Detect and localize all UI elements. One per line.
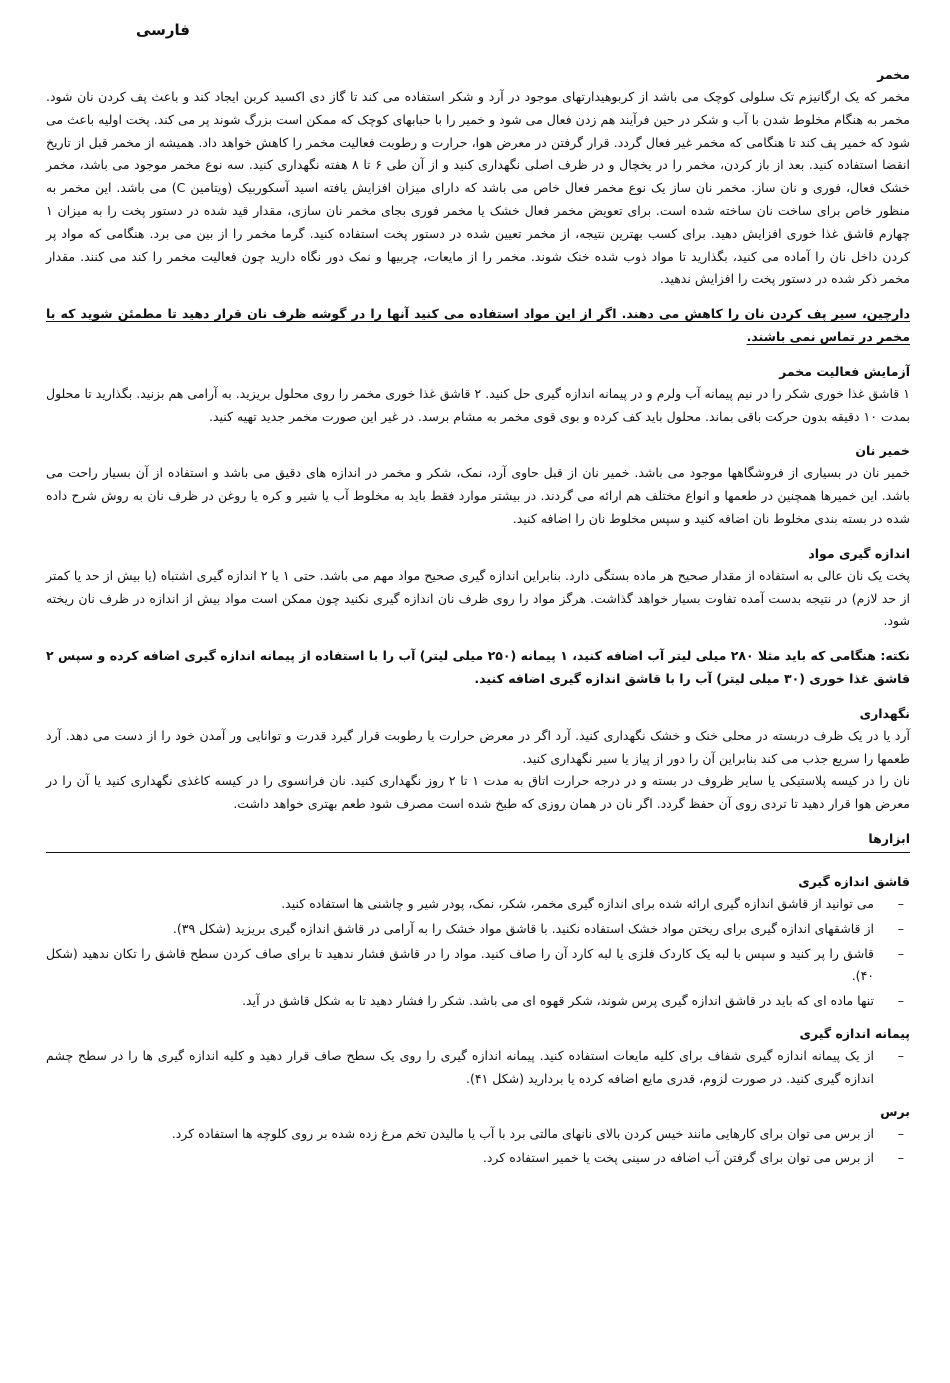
yeast-body: مخمر که یک ارگانیزم تک سلولی کوچک می باشد از کربوهیدارتهای موجود در آرد و شکر استفاده می کند تا گاز دی اکسید کربن ایجاد کند و باعث پف کردن نان شود. مخمر به هنگام مخلوط شدن با آب و شکر در حین فرآیند هم زدن فعال می شود و خمیر را با حبابهای کوچک که ممکن است بزرگ شوند پر می کند. پخت اولیه باعث می شود که خمیر پف کند تا هنگامی که مخمر غیر فعال گردد. قرار گرفتن در معرض هوا، حرارت و رطوبت فعالیت مخمر را کاهش خواهد داد. همیشه از مخمر قبل از تاریخ انقضا استفاده کنید. بعد از باز کردن، مخمر را در یخچال و در ظرف اصلی نگهداری کنید و از آن طی ۶ تا ۸ هفته نگهداری کنید. سه نوع مخمر موجود می باشد، مخمر خشک فعال، فوری و نان ساز. مخمر نان ساز یک نوع مخمر فعال خاص می باشد که دارای میزان افزایش یافته اسید آسکوربیک (ویتامین C) می باشد. این مخمر به منظور خاص برای ساخت نان ساخته شده است. برای تعویض مخمر فعال خشک یا مخمر فوری بجای مخمر نان سازی، مقدار قید شده در دستور پخت را به میزان ۱ چهارم قاشق غذا خوری افزایش دهید. برای کسب بهترین نتیجه، از مخمر تعیین شده در دستور پخت استفاده کنید. گرما مخمر را از بین می برد. هنگامی که مواد پر کردن داخل نان را آماده می کنید، بگذارید تا مواد ذوب شده خنک شوند. مخمر را از مایعات، چربیها و نمک دور نگاه دارید چون فعالیت مخمر را کند می کنند. مقدار مخمر ذکر شده در دستور پخت را افزایش ندهید. [46,89,911,287]
list-item [46,1147,910,1170]
dash-bullet: – [897,895,904,911]
list-item [46,918,910,941]
measuring-body: پخت یک نان عالی به استفاده از مقدار صحیح هر ماده بستگی دارد. بنابراین اندازه گیری صحیح مواد مهم می باشد. حتی ۱ یا ۲ اندازه گیری اشتباه (یا بیش از حد یا کمتر از حد لازم) در نتیجه بدست آمده تفاوت بسیار خواهد گذاشت. هرگز مواد را روی ظرف نان اندازه گیری نکنید چون ممکن است مواد بیش از اندازه در ظرف نان ریخته شود. [46,567,911,629]
brush-list [46,1123,910,1171]
section-dough [46,440,910,530]
list-item-text: از برس می توان برای گرفتن آب اضافه در سینی پخت یا خمیر استفاده کرد. [482,1150,874,1166]
list-item-text: از یک پیمانه اندازه گیری شفاف برای کلیه مایعات استفاده کنید. پیمانه اندازه گیری را روی یک سطح صاف قرار دهید و کلیه اندازه گیری ها را در سطح چشم اندازه گیری کنید. در صورت لزوم، قدری مایع اضافه کرده یا بردارید (شکل ۴۱). [46,1047,874,1086]
subsection-title-measuring-cup: پیمانه اندازه گیری [799,1025,910,1041]
storage-body-2: نان را در کیسه پلاستیکی یا سایر ظروف در بسته و در درجه حرارت اتاق به مدت ۱ تا ۲ روز نگهداری کنید. نان فرانسوی را در کیسه کاغذی نگهداری کنید یا آن را در معرض هوا قرار دهید تا تردی روی آن حفظ گردد. اگر نان در همان روزی که طبخ شده است مصرف شود طعم بهتری خواهد داشت. [46,773,911,812]
language-label: فارسی [135,21,190,39]
list-item [46,1045,910,1091]
list-item-text: قاشق را پر کنید و سپس با لبه یک کاردک فلزی یا لبه کارد آن را صاف کنید. مواد را در قاشق فشار ندهید تا برای صاف کردن سطح قاشق را تکان ندهید (شکل ۴۰). [46,945,874,984]
section-yeast [46,64,910,349]
section-title-dough: خمیر نان [855,443,910,459]
dash-bullet: – [897,945,904,961]
dash-bullet: – [897,1150,904,1166]
measuring-spoon-list [46,893,910,1013]
dash-bullet: – [897,1125,904,1141]
section-storage [46,703,910,816]
measuring-cup-list [46,1045,910,1091]
yeast-test-body: ۱ قاشق غذا خوری شکر را در نیم پیمانه آب ولرم و در پیمانه اندازه گیری حل کنید. ۲ قاشق غذا خوری مخمر را روی محلول بریزید. به آرامی هم بزنید. بگذارید تا محلول بمدت ۱۰ دقیقه بدون حرکت باقی بماند. محلول باید کف کرده و بوی قوی مخمر به مشام برسد. در غیر این صورت مخمر جدید تهیه کنید. [46,385,910,424]
subsection-title-brush: برس [880,1103,910,1119]
section-title-measuring: اندازه گیری مواد [808,545,910,561]
section-title-tools: ابزارها [868,830,910,846]
section-tools [46,828,910,1170]
yeast-note-text: دارچین، سیر پف کردن نان را کاهش می دهند. اگر از این مواد استفاده می کنید آنها را در گوشه ظرف نان قرار دهید تا مطمئن شوید که با مخمر در تماس نمی باشند. [46,306,910,344]
subsection-title-measuring-spoon: قاشق اندازه گیری [798,873,910,889]
divider-line [46,852,910,853]
storage-body-1: آرد یا در یک ظرف دربسته در محلی خنک و خشک نگهداری کنید. آرد اگر در معرض حرارت یا رطوبت قرار گیرد قدرت و توانایی ور آمدن خود را از دست می دهد. آرد طعمها را سریع جذب می کند بنابراین آن را دور از پیاز یا سیر نگهداری کنید. [46,727,910,766]
list-item-text: از قاشقهای اندازه گیری برای ریختن مواد خشک استفاده نکنید. با قاشق مواد خشک را به آرامی در قاشق اندازه گیری بریزید (شکل ۳۹). [172,920,874,936]
list-item [46,893,910,916]
list-item-text: می توانید از قاشق اندازه گیری ارائه شده برای اندازه گیری مخمر، شکر، نمک، پودر شیر و چاشنی ها استفاده کنید. [281,895,874,911]
dough-body: خمیر نان در بسیاری از فروشگاهها موجود می باشد. خمیر نان از قبل حاوی آرد، نمک، شکر و مخمر در اندازه های دقیق می باشد و استفاده از آن بسیار راحت می باشد. این خمیرها همچنین در طعمها و انواع مختلف هم ارائه می گردند. در بیشتر موارد فقط باید به مخلوط آب یا شیر و کره یا روغن در ظرف نان به روش شرح داده شده در بسته بندی مخلوط نان اضافه کنید و سپس مخلوط نان را اضافه کنید. [46,465,910,526]
section-title-yeast-test: آزمایش فعالیت مخمر [779,363,910,379]
dash-bullet: – [897,920,904,936]
dash-bullet: – [897,1047,904,1063]
measuring-note: نکته: هنگامی که باید مثلا ۲۸۰ میلی لیتر آب اضافه کنید، ۱ پیمانه (۲۵۰ میلی لیتر) آب را با استفاده از پیمانه اندازه گیری اضافه کرده و سپس ۲ قاشق غذا خوری (۳۰ میلی لیتر) آب را با قاشق اندازه گیری اضافه کنید. [46,648,910,686]
section-title-yeast: مخمر [877,67,910,82]
section-measuring [46,543,910,691]
list-item-text: از برس می توان برای کارهایی مانند خیس کردن بالای نانهای مالتی برد با آب یا مالیدن تخم مرغ زده شده بر روی کلوچه ها استفاده کرد. [171,1125,874,1141]
list-item [46,990,910,1013]
list-item [46,1123,910,1146]
list-item [46,943,910,989]
yeast-note [46,303,910,349]
list-item-text: تنها ماده ای که باید در قاشق اندازه گیری پرس شوند، شکر قهوه ای می باشد. شکر را فشار دهید تا به شکل قاشق در آید. [242,993,874,1009]
dash-bullet: – [897,993,904,1009]
section-yeast-test [46,361,910,429]
section-title-storage: نگهداری [859,705,910,721]
